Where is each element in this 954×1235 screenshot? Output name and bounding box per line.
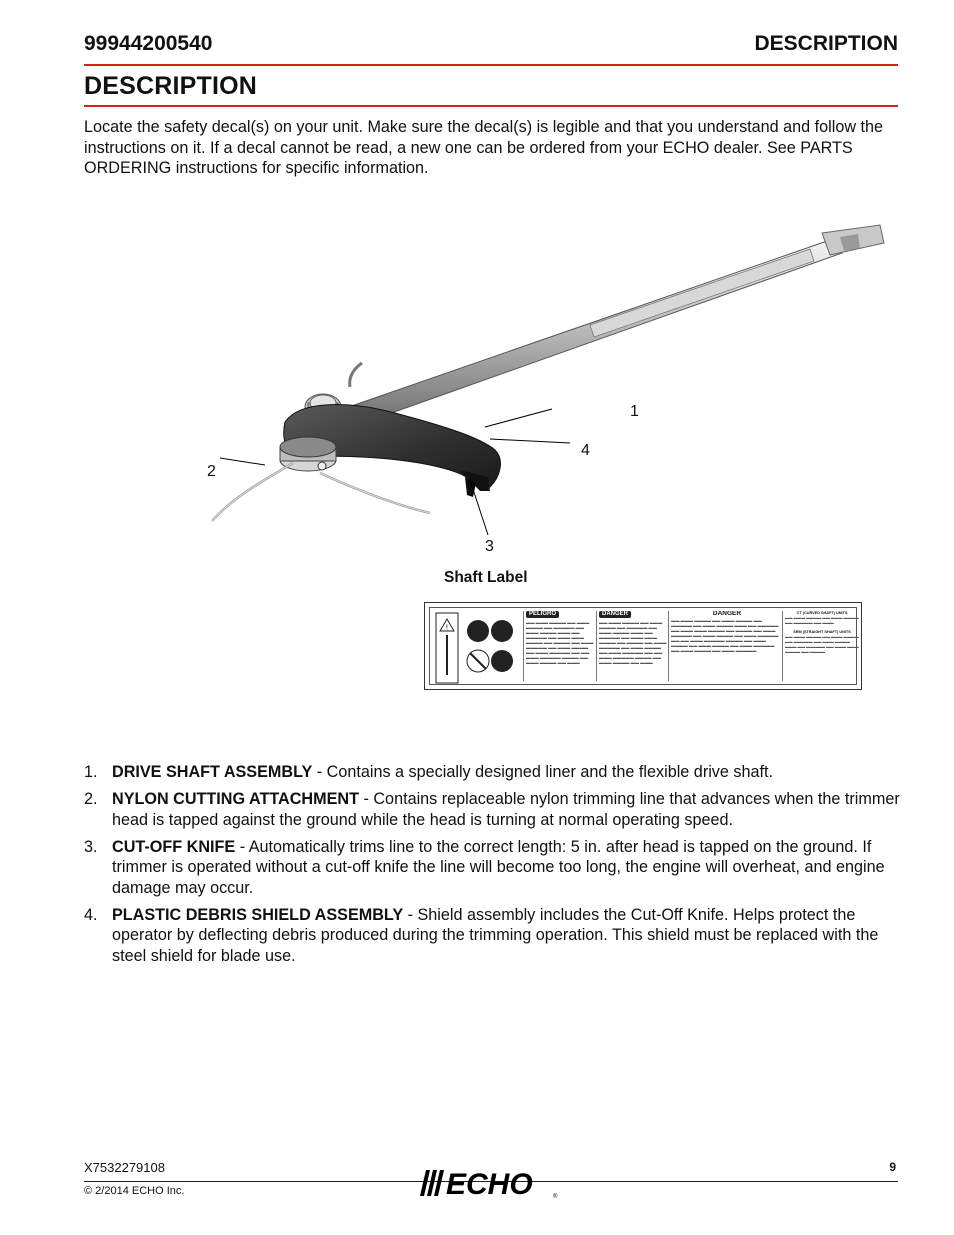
peligro-heading: PELIGRO xyxy=(526,611,559,618)
item-number: 2. xyxy=(84,790,98,808)
item-term: NYLON CUTTING ATTACHMENT xyxy=(112,790,359,808)
intro-paragraph: Locate the safety decal(s) on your unit. Make sure the decal(s) is legible and that you understand and follow the instructions on it. If a decal cannot be read, a new one can be ordered from your ECHO dealer. See PARTS ORDERING instructions for specific information. xyxy=(84,118,884,177)
drive-shaft xyxy=(340,225,884,427)
decal-pictograms xyxy=(430,609,522,687)
svg-text:®: ® xyxy=(553,1194,558,1200)
item-term: DRIVE SHAFT ASSEMBLY xyxy=(112,763,313,781)
list-item xyxy=(84,837,900,899)
leader-line-4 xyxy=(490,439,570,443)
shaft-decal xyxy=(424,602,862,690)
nylon-line-right xyxy=(320,473,430,513)
header-rule xyxy=(84,64,898,66)
component-list xyxy=(84,762,900,973)
item-number: 4. xyxy=(84,905,98,924)
item-number: 1. xyxy=(84,763,98,781)
footer-code: X7532279108 xyxy=(84,1160,165,1175)
trimmer-illustration xyxy=(190,215,900,560)
logo-word: ECHO xyxy=(446,1168,533,1200)
list-item xyxy=(84,762,900,783)
section-name: DESCRIPTION xyxy=(754,32,898,55)
page-header xyxy=(84,30,898,62)
item-text: - Contains replaceable nylon trimming line that advances when the trimmer head is tapped against the ground while the head is turning at normal operating speed. xyxy=(112,790,900,829)
leader-line-1 xyxy=(485,409,552,427)
danger-fr-heading: DANGER xyxy=(599,611,631,618)
item-text: - Shield assembly includes the Cut-Off Knife. Helps protect the operator by deflecting debris produced during the trimming operation. This shield must be replaced with the steel shield for blade use. xyxy=(112,905,879,965)
echo-logo xyxy=(420,1166,562,1200)
footer-copyright: © 2/2014 ECHO Inc. xyxy=(84,1185,185,1197)
list-item xyxy=(84,789,900,830)
list-item xyxy=(84,905,900,967)
item-term: PLASTIC DEBRIS SHIELD ASSEMBLY xyxy=(112,905,404,924)
svg-text:!: ! xyxy=(445,623,449,632)
page-title: DESCRIPTION xyxy=(84,72,258,100)
guard-bracket xyxy=(350,363,362,387)
title-rule xyxy=(84,105,898,107)
item-term: CUT-OFF KNIFE xyxy=(112,837,236,856)
nylon-line-left xyxy=(212,463,293,521)
item-text: - Contains a specially designed liner and the flexible drive shaft. xyxy=(312,763,773,781)
callout-2: 2 xyxy=(207,463,216,480)
callout-3: 3 xyxy=(485,538,494,555)
item-text: - Automatically trims line to the correct length: 5 in. after head is tapped on the ground. If trimmer is operated without a cut-off knife the line will become too long, the engine will overheat, and engine damage may occur. xyxy=(112,837,885,897)
leader-line-2 xyxy=(220,458,265,465)
page-number: 9 xyxy=(889,1160,896,1174)
danger-heading: DANGER xyxy=(712,611,742,617)
item-number: 3. xyxy=(84,837,98,856)
decal-english-column: DANGER ▬▬ ▬▬▬ ▬▬▬▬ ▬▬ ▬▬▬ ▬▬▬▬ ▬▬ ▬▬▬▬▬ ▬▬ ▬▬▬ ▬▬▬▬ ▬▬▬ ▬▬ ▬▬▬▬▬ ▬▬ ▬▬▬ ▬▬▬ ▬▬▬▬ ▬▬ ▬▬▬▬ ▬▬ ▬▬▬ ▬▬▬▬▬ ▬▬ ▬▬▬ ▬▬▬▬ ▬▬ ▬▬▬ ▬▬▬▬▬ ▬▬ ▬▬ ▬▬▬ ▬▬▬▬▬ ▬▬▬▬ ▬▬ ▬▬▬ ▬▬▬▬ ▬▬ ▬▬▬ ▬▬▬▬ ▬▬ ▬▬▬ ▬▬▬▬▬ ▬▬ ▬▬▬ ▬▬▬▬ ▬▬ ▬▬▬ ▬▬▬▬▬ xyxy=(668,611,785,681)
decal-spanish-column: PELIGRO ▬▬ ▬▬▬ ▬▬▬▬ ▬▬ ▬▬▬ ▬▬▬▬ ▬▬ ▬▬▬▬▬ ▬▬ ▬▬▬ ▬▬▬▬ ▬▬▬ ▬▬ ▬▬▬▬▬ ▬▬ ▬▬▬ ▬▬▬ ▬▬▬▬ ▬▬ ▬▬▬▬ ▬▬ ▬▬▬ ▬▬▬▬▬ ▬▬ ▬▬▬ ▬▬▬▬ ▬▬ ▬▬▬ ▬▬▬▬▬ ▬▬ ▬▬ ▬▬▬ ▬▬▬▬▬ ▬▬▬▬ ▬▬ ▬▬▬ ▬▬▬▬ ▬▬ ▬▬▬ xyxy=(523,611,599,681)
callout-4: 4 xyxy=(581,442,590,459)
decal-srm-heading: SRM (STRAIGHT SHAFT) UNITS xyxy=(793,630,851,634)
decal-shaft-units-column: CT (CURVED SHAFT) UNITS ▬▬ ▬▬▬ ▬▬▬▬ ▬▬ ▬▬▬ ▬▬▬▬ ▬▬ ▬▬▬▬▬ ▬▬ ▬▬▬ SRM (STRAIGHT SHAFT) UNITS ▬▬ ▬▬▬ ▬▬▬▬ ▬▬ ▬▬▬ ▬▬▬▬ ▬▬ ▬▬▬▬▬ ▬▬ ▬▬▬ ▬▬▬▬ ▬▬▬ ▬▬ ▬▬▬▬▬ ▬▬ ▬▬▬ ▬▬▬ ▬▬▬▬ ▬▬ ▬▬▬▬ xyxy=(782,611,861,681)
decal-french-column: DANGER ▬▬ ▬▬▬ ▬▬▬▬ ▬▬ ▬▬▬ ▬▬▬▬ ▬▬ ▬▬▬▬▬ ▬▬ ▬▬▬ ▬▬▬▬ ▬▬▬ ▬▬ ▬▬▬▬▬ ▬▬ ▬▬▬ ▬▬▬ ▬▬▬▬ ▬▬ ▬▬▬▬ ▬▬ ▬▬▬ ▬▬▬▬▬ ▬▬ ▬▬▬ ▬▬▬▬ ▬▬ ▬▬▬ ▬▬▬▬▬ ▬▬ ▬▬ ▬▬▬ ▬▬▬▬▬ ▬▬▬▬ ▬▬ ▬▬▬ ▬▬▬▬ ▬▬ ▬▬▬ xyxy=(596,611,671,681)
trimmer-drawing xyxy=(190,215,900,560)
doc-number: 99944200540 xyxy=(84,32,213,55)
decal-ct-heading: CT (CURVED SHAFT) UNITS xyxy=(796,611,848,615)
echo-logo-mark xyxy=(420,1166,562,1200)
callout-1: 1 xyxy=(630,403,639,420)
shaft-label-caption: Shaft Label xyxy=(444,569,528,586)
